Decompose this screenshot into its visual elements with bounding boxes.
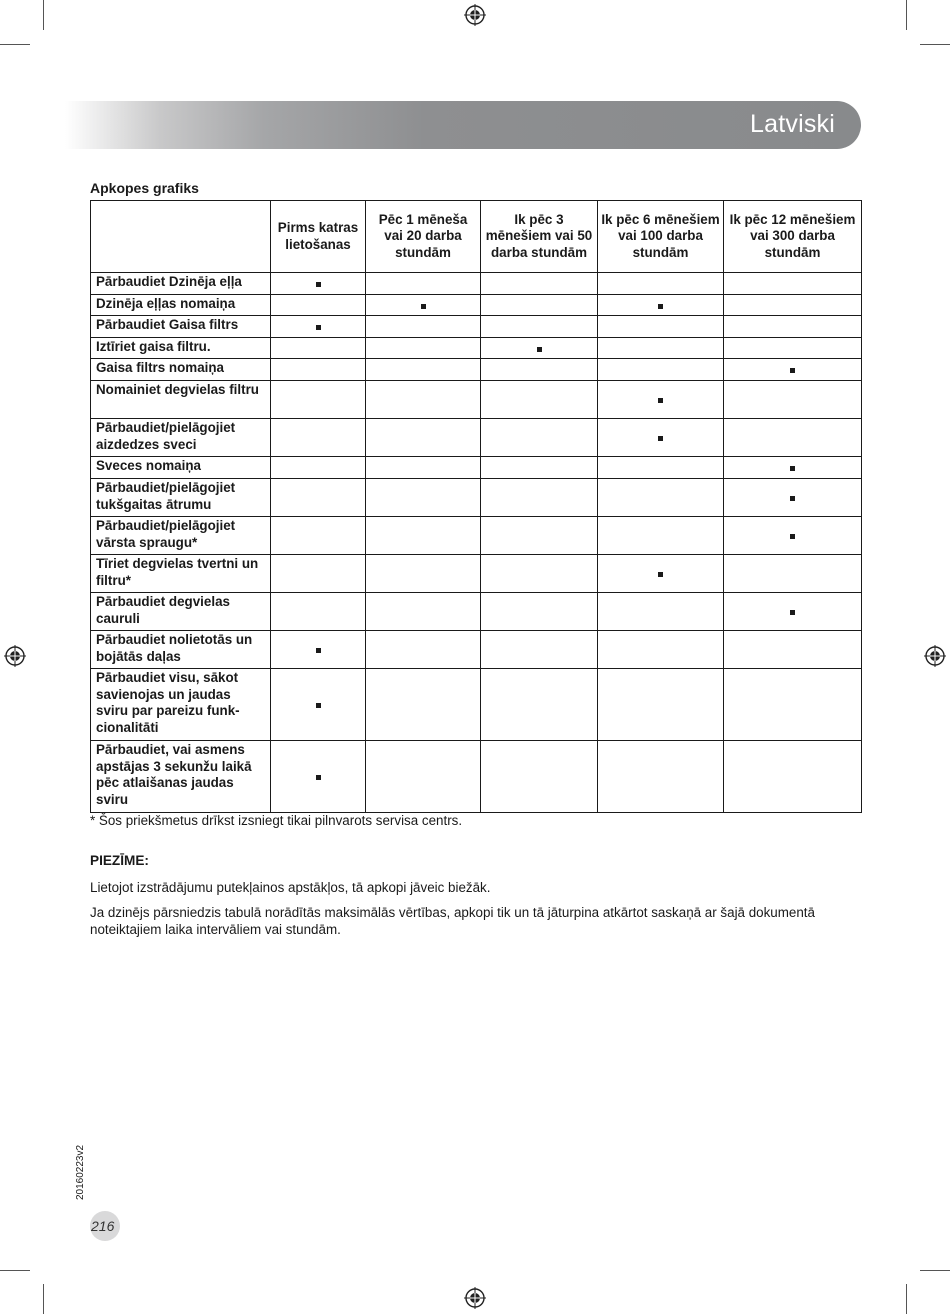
document-code: 20160223v2 [75, 1144, 86, 1200]
table-row [91, 381, 862, 419]
schedule-cell [724, 555, 862, 593]
task-label: Pārbaudiet Dzinēja eļļa [91, 273, 271, 295]
square-bullet-icon [316, 703, 321, 708]
task-label: Pārbaudiet Gaisa filtrs [91, 316, 271, 338]
schedule-cell [271, 741, 366, 813]
column-header: Pirms katras lietošanas [271, 201, 366, 273]
schedule-cell [724, 295, 862, 316]
schedule-cell [271, 295, 366, 316]
schedule-cell [366, 338, 481, 359]
task-label: Sveces nomaiņa [91, 457, 271, 479]
square-bullet-icon [658, 572, 663, 577]
registration-mark-icon [4, 645, 26, 667]
footnote: * Šos priekšmetus drīkst izsniegt tikai pilnvarots servisa centrs. [90, 813, 463, 828]
task-label: Dzinēja eļļas nomaiņa [91, 295, 271, 316]
schedule-cell [366, 593, 481, 631]
schedule-cell [481, 316, 598, 338]
square-bullet-icon [790, 534, 795, 539]
schedule-cell [366, 669, 481, 741]
schedule-cell [481, 338, 598, 359]
table-row [91, 555, 862, 593]
square-bullet-icon [658, 436, 663, 441]
schedule-cell [598, 316, 724, 338]
schedule-cell [366, 359, 481, 381]
schedule-cell [271, 479, 366, 517]
schedule-cell [366, 381, 481, 419]
schedule-cell [271, 419, 366, 457]
schedule-cell [271, 273, 366, 295]
note-paragraph: Lietojot izstrādājumu putekļainos apstākļos, tā apkopi jāveic biežāk. [90, 880, 491, 895]
schedule-cell [271, 555, 366, 593]
task-label: Pārbaudiet nolietotās un bojātās daļas [91, 631, 271, 669]
schedule-cell [366, 419, 481, 457]
schedule-cell [366, 295, 481, 316]
crop-mark [43, 0, 44, 30]
table-header-row [91, 201, 862, 273]
column-header: Ik pēc 3 mēnešiem vai 50 darba stundām [481, 201, 598, 273]
language-title: Latviski [750, 110, 835, 138]
schedule-cell [481, 457, 598, 479]
crop-mark [0, 1270, 30, 1271]
schedule-cell [366, 631, 481, 669]
schedule-cell [481, 593, 598, 631]
schedule-cell [366, 316, 481, 338]
table-row [91, 419, 862, 457]
schedule-cell [598, 338, 724, 359]
crop-mark [0, 44, 30, 45]
schedule-cell [366, 479, 481, 517]
task-label: Nomainiet degvielas filtru [91, 381, 271, 419]
schedule-cell [724, 338, 862, 359]
schedule-cell [271, 457, 366, 479]
square-bullet-icon [537, 347, 542, 352]
column-header: Ik pēc 6 mēnešiem vai 100 darba stundām [598, 201, 724, 273]
schedule-cell [598, 273, 724, 295]
schedule-cell [271, 381, 366, 419]
schedule-cell [366, 555, 481, 593]
table-row [91, 273, 862, 295]
square-bullet-icon [658, 398, 663, 403]
table-row [91, 593, 862, 631]
task-label: Pārbaudiet visu, sākot savienojas un jaudas sviru par pareizu funk-cionalitāti [91, 669, 271, 741]
schedule-cell [724, 631, 862, 669]
schedule-cell [724, 669, 862, 741]
registration-mark-icon [464, 4, 486, 26]
note-paragraph: Ja dzinējs pārsniedzis tabulā norādītās maksimālās vērtības, apkopi tik un tā jāturpina atkārtot saskaņā ar šajā dokumentā noteiktajiem laika intervāliem vai stundām. [90, 905, 815, 937]
schedule-cell [724, 381, 862, 419]
schedule-cell [481, 741, 598, 813]
schedule-cell [724, 479, 862, 517]
schedule-cell [271, 338, 366, 359]
table-row [91, 479, 862, 517]
square-bullet-icon [790, 496, 795, 501]
schedule-cell [598, 359, 724, 381]
schedule-cell [481, 555, 598, 593]
table-row [91, 631, 862, 669]
table-row [91, 741, 862, 813]
schedule-cell [724, 593, 862, 631]
section-title: Apkopes grafiks [90, 180, 199, 196]
square-bullet-icon [658, 304, 663, 309]
registration-mark-icon [924, 645, 946, 667]
schedule-cell [724, 316, 862, 338]
schedule-cell [481, 273, 598, 295]
task-label: Pārbaudiet, vai asmens apstājas 3 sekunžu laikā pēc atlaišanas jaudas sviru [91, 741, 271, 813]
table-row [91, 457, 862, 479]
schedule-cell [481, 669, 598, 741]
schedule-cell [481, 359, 598, 381]
task-label: Tīriet degvielas tvertni un filtru* [91, 555, 271, 593]
schedule-cell [598, 295, 724, 316]
schedule-cell [481, 295, 598, 316]
square-bullet-icon [316, 282, 321, 287]
schedule-cell [271, 517, 366, 555]
table-row [91, 517, 862, 555]
column-header: Ik pēc 12 mēnešiem vai 300 darba stundām [724, 201, 862, 273]
schedule-cell [271, 316, 366, 338]
crop-mark [906, 1284, 907, 1314]
table-row [91, 359, 862, 381]
square-bullet-icon [790, 368, 795, 373]
schedule-cell [598, 669, 724, 741]
schedule-cell [598, 517, 724, 555]
schedule-cell [481, 517, 598, 555]
schedule-cell [598, 457, 724, 479]
schedule-cell [271, 669, 366, 741]
square-bullet-icon [790, 610, 795, 615]
schedule-cell [724, 741, 862, 813]
schedule-cell [598, 419, 724, 457]
schedule-cell [271, 359, 366, 381]
task-label: Iztīriet gaisa filtru. [91, 338, 271, 359]
language-header-band [65, 101, 861, 149]
schedule-cell [598, 741, 724, 813]
table-body [91, 273, 862, 813]
square-bullet-icon [421, 304, 426, 309]
schedule-cell [598, 631, 724, 669]
schedule-cell [366, 273, 481, 295]
page-number: 216 [91, 1218, 115, 1234]
registration-mark-icon [464, 1287, 486, 1309]
table-row [91, 316, 862, 338]
schedule-cell [724, 419, 862, 457]
schedule-cell [724, 517, 862, 555]
schedule-cell [271, 593, 366, 631]
crop-mark [906, 0, 907, 30]
schedule-cell [366, 457, 481, 479]
schedule-cell [598, 593, 724, 631]
schedule-cell [366, 517, 481, 555]
column-header [91, 201, 271, 273]
task-label: Gaisa filtrs nomaiņa [91, 359, 271, 381]
schedule-cell [271, 631, 366, 669]
square-bullet-icon [316, 325, 321, 330]
table-row [91, 669, 862, 741]
schedule-cell [481, 631, 598, 669]
schedule-cell [481, 381, 598, 419]
crop-mark [43, 1284, 44, 1314]
crop-mark [920, 44, 950, 45]
schedule-cell [598, 479, 724, 517]
column-header: Pēc 1 mēneša vai 20 darba stundām [366, 201, 481, 273]
crop-mark [920, 1270, 950, 1271]
maintenance-schedule-table [90, 200, 862, 813]
task-label: Pārbaudiet degvielas cauruli [91, 593, 271, 631]
schedule-cell [724, 457, 862, 479]
schedule-cell [724, 273, 862, 295]
task-label: Pārbaudiet/pielāgojiet aizdedzes sveci [91, 419, 271, 457]
square-bullet-icon [316, 775, 321, 780]
schedule-cell [598, 381, 724, 419]
task-label: Pārbaudiet/pielāgojiet tukšgaitas ātrumu [91, 479, 271, 517]
square-bullet-icon [316, 648, 321, 653]
table-row [91, 295, 862, 316]
table-row [91, 338, 862, 359]
schedule-cell [481, 479, 598, 517]
schedule-cell [366, 741, 481, 813]
task-label: Pārbaudiet/pielāgojiet vārsta spraugu* [91, 517, 271, 555]
schedule-cell [481, 419, 598, 457]
square-bullet-icon [790, 466, 795, 471]
schedule-cell [598, 555, 724, 593]
schedule-cell [724, 359, 862, 381]
note-heading: PIEZĪME: [90, 853, 149, 868]
